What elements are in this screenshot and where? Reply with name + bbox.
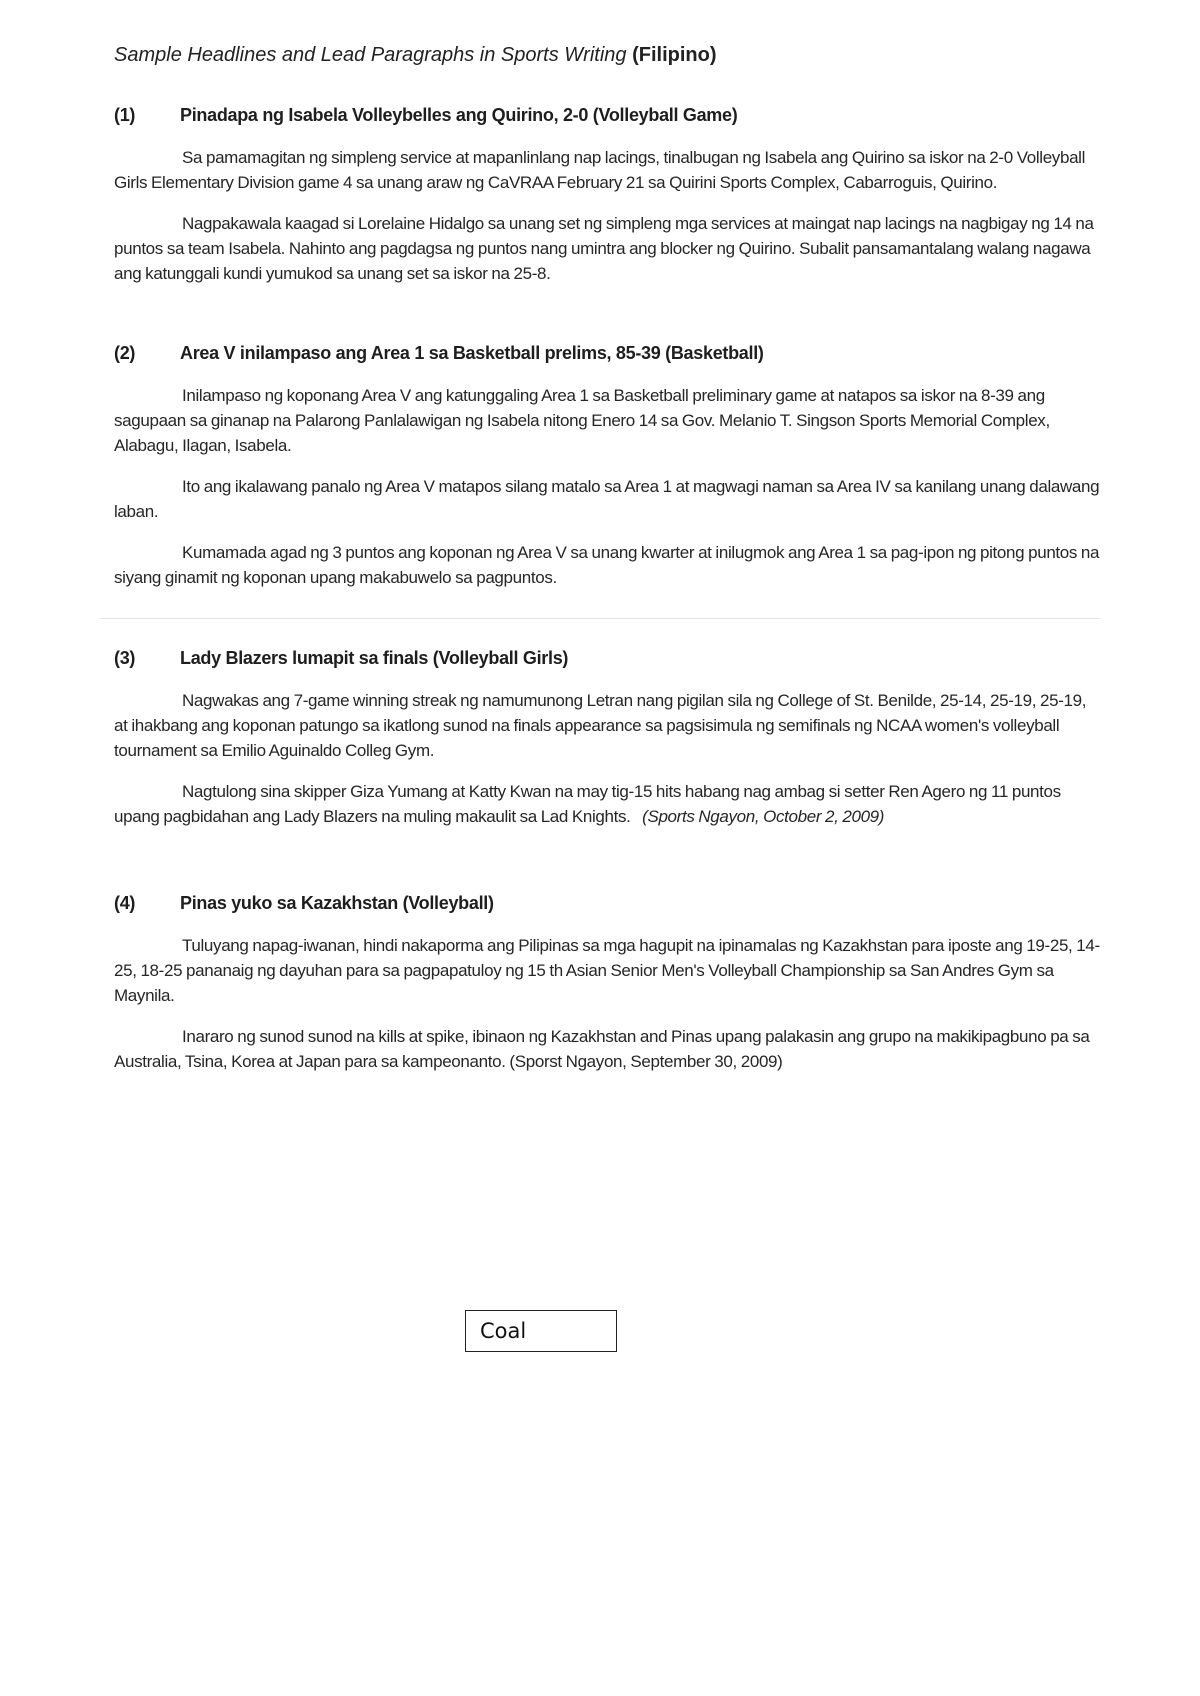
- article-headline: [114, 102, 1100, 128]
- body-paragraph: Inararo ng sunod sunod na kills at spike, ibinaon ng Kazakhstan and Pinas upang palakasin ang grupo na makikipagbuno pa sa Australia, Tsina, Korea at Japan para sa kampeonanto. (Sporst Ngayon, September 30, 2009): [114, 1027, 1090, 1071]
- lead-paragraph: Sa pamamagitan ng simpleng service at mapanlinlang nap lacings, tinalbugan ng Isabela ang Quirino sa iskor na 2-0 Volleyball Girls Elementary Division game 4 sa unang araw ng CaVRAA February 21 sa Quirini Sports Complex, Cabarroguis, Quirino.: [114, 148, 1086, 192]
- article-headline: [114, 340, 1100, 366]
- body-paragraph: [114, 779, 1100, 829]
- text-box[interactable]: Coal: [465, 1310, 617, 1352]
- lead-paragraph: Tuluyang napag-iwanan, hindi nakaporma ang Pilipinas sa mga hagupit na ipinamalas ng Kazakhstan para iposte ang 19-25, 14-25, 18-25 pananaig ng dayuhan para sa pagpapatuloy ng 15 th Asian Senior Men's Volleyball Championship sa San Andres Gym sa Maynila.: [114, 936, 1100, 1005]
- article-headline-text: Lady Blazers lumapit sa finals (Volleyball Girls): [180, 648, 569, 668]
- body-paragraph: Kumamada agad ng 3 puntos ang koponan ng Area V sa unang kwarter at inilugmok ang Area 1 sa pag-ipon ng pitong puntos na siyang ginamit ng koponan upang makabuwelo sa pagpuntos.: [114, 543, 1100, 587]
- source-citation: (Sports Ngayon, October 2, 2009): [642, 807, 885, 826]
- page-divider: [100, 618, 1100, 619]
- article-headline: [114, 645, 1100, 671]
- body-paragraph-text: Nagtulong sina skipper Giza Yumang at Katty Kwan na may tig-15 hits habang nag ambag si setter Ren Agero ng 11 puntos upang pagbidahan ang Lady Blazers na muling makaulit sa Lad Knights.: [114, 782, 1061, 826]
- article-number: (3): [114, 648, 136, 668]
- article-section-2: [114, 340, 1100, 590]
- body-paragraph: Ito ang ikalawang panalo ng Area V matapos silang matalo sa Area 1 at magwagi naman sa Area IV sa kanilang unang dalawang laban.: [114, 477, 1100, 521]
- article-headline-text: Area V inilampaso ang Area 1 sa Basketball prelims, 85-39 (Basketball): [180, 343, 764, 363]
- article-number: (4): [114, 893, 136, 913]
- article-headline-text: Pinas yuko sa Kazakhstan (Volleyball): [180, 893, 494, 913]
- document-title-bold: (Filipino): [632, 44, 717, 66]
- article-section-1: [114, 102, 1100, 286]
- document-title-italic: Sample Headlines and Lead Paragraphs in Sports Writing: [114, 44, 627, 66]
- article-section-4: [114, 890, 1100, 1074]
- body-paragraph: Nagpakawala kaagad si Lorelaine Hidalgo sa unang set ng simpleng mga services at maingat nap lacings na nagbigay ng 14 na puntos sa team Isabela. Nahinto ang pagdagsa ng puntos nang umintra ang blocker ng Quirino. Subalit pansamantalang walang nagawa ang katunggali kundi yumukod sa unang set sa iskor na 25-8.: [114, 214, 1094, 283]
- lead-paragraph: Inilampaso ng koponang Area V ang katunggaling Area 1 sa Basketball preliminary game at natapos sa iskor na 8-39 ang sagupaan sa ginanap na Palarong Panlalawigan ng Isabela nitong Enero 14 sa Gov. Melanio T. Singson Sports Memorial Complex, Alabagu, Ilagan, Isabela.: [114, 386, 1050, 455]
- article-number: (2): [114, 343, 136, 363]
- article-number: (1): [114, 105, 136, 125]
- article-headline-text: Pinadapa ng Isabela Volleybelles ang Quirino, 2-0 (Volleyball Game): [180, 105, 738, 125]
- lead-paragraph: Nagwakas ang 7-game winning streak ng namumunong Letran nang pigilan sila ng College of St. Benilde, 25-14, 25-19, 25-19, at ihakbang ang koponan patungo sa ikatlong sunod na finals appearance sa pagsisimula ng semifinals ng NCAA women's volleyball tournament sa Emilio Aguinaldo Colleg Gym.: [114, 691, 1087, 760]
- document-title: [114, 44, 717, 67]
- article-headline: [114, 890, 1100, 916]
- article-section-3: [114, 645, 1100, 829]
